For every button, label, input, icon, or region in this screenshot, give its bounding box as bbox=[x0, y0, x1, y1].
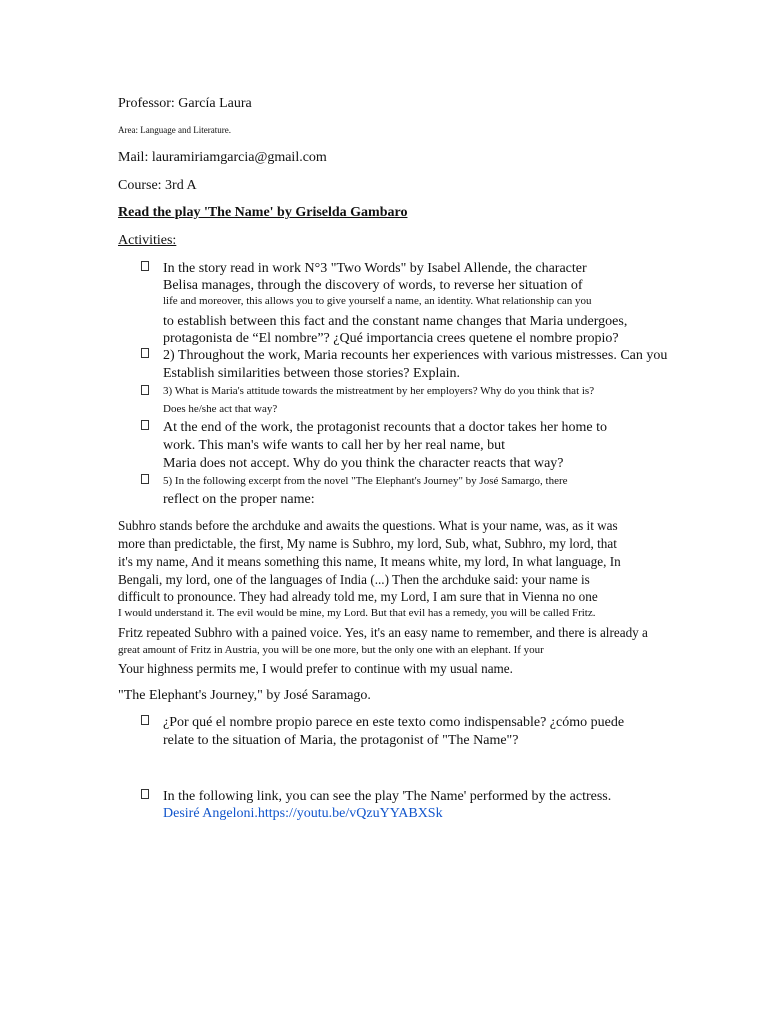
bullet-icon bbox=[141, 385, 149, 395]
mail-line: Mail: lauramiriamgarcia@gmail.com bbox=[118, 150, 327, 165]
professor-line: Professor: García Laura bbox=[118, 96, 252, 111]
page-title bbox=[118, 204, 445, 221]
excerpt-line-7: Fritz repeated Subhro with a pained voice. Yes, it's an easy name to remember, and there is already a bbox=[118, 625, 648, 640]
bullet-icon bbox=[141, 420, 149, 430]
page-title-text: Read the play 'The Name' by Griselda Gambaro bbox=[118, 205, 408, 220]
activity-4-line-1: At the end of the work, the protagonist recounts that a doctor takes her home to bbox=[163, 420, 607, 435]
activity-3-line-2: Does he/she act that way? bbox=[163, 403, 278, 415]
excerpt-line-4: Bengali, my lord, one of the languages of India (...) Then the archduke said: your name is bbox=[118, 572, 590, 587]
excerpt-line-3: it's my name, And it means something this name, It means white, my lord, In what language, In bbox=[118, 554, 621, 569]
bullet-icon bbox=[141, 789, 149, 799]
activity-1-line-3: life and moreover, this allows you to give yourself a name, an identity. What relationship can you bbox=[163, 295, 592, 307]
activity-1-line-1: In the story read in work N°3 "Two Words" by Isabel Allende, the character bbox=[163, 261, 587, 276]
bullet-icon bbox=[141, 715, 149, 725]
activities-label-text: Activities: bbox=[118, 233, 177, 248]
bullet-icon bbox=[141, 348, 149, 358]
activity-4-line-3: Maria does not accept. Why do you think the character reacts that way? bbox=[163, 456, 564, 471]
bullet-icon bbox=[141, 474, 149, 484]
activity-4-line-2: work. This man's wife wants to call her by her real name, but bbox=[163, 438, 506, 453]
question-6-line-1: ¿Por qué el nombre propio parece en este texto como indispensable? ¿cómo puede bbox=[163, 715, 625, 730]
excerpt-line-5: difficult to pronounce. They had already told me, my Lord, I am sure that in Vienna no one bbox=[118, 589, 598, 604]
activity-5-line-2: reflect on the proper name: bbox=[163, 492, 315, 507]
excerpt-line-6: I would understand it. The evil would be mine, my Lord. But that evil has a remedy, you will be called Fritz. bbox=[118, 607, 596, 619]
excerpt-source: "The Elephant's Journey," by José Saramago. bbox=[118, 688, 371, 703]
activity-1-line-4: to establish between this fact and the constant name changes that Maria undergoes, bbox=[163, 314, 628, 329]
youtube-link[interactable]: Desiré Angeloni.https://youtu.be/vQzuYYABXSk bbox=[163, 806, 443, 821]
activity-5-line-1: 5) In the following excerpt from the novel "The Elephant's Journey" by José Samargo, there bbox=[163, 475, 568, 487]
activities-label bbox=[118, 232, 186, 249]
excerpt-line-2: more than predictable, the first, My name is Subhro, my lord, Sub, what, Subhro, my lord, that bbox=[118, 536, 617, 551]
excerpt-line-9: Your highness permits me, I would prefer to continue with my usual name. bbox=[118, 661, 513, 676]
question-6-line-2: relate to the situation of Maria, the protagonist of "The Name"? bbox=[163, 733, 519, 748]
activity-2-line-1: 2) Throughout the work, Maria recounts her experiences with various mistresses. Can you bbox=[163, 348, 668, 363]
link-item-line: In the following link, you can see the play 'The Name' performed by the actress. bbox=[163, 789, 612, 804]
activity-1-line-2: Belisa manages, through the discovery of words, to reverse her situation of bbox=[163, 278, 583, 293]
excerpt-line-1: Subhro stands before the archduke and awaits the questions. What is your name, was, as it was bbox=[118, 518, 618, 533]
activity-1-line-5: protagonista de “El nombre”? ¿Qué importancia crees quetene el nombre propio? bbox=[163, 331, 619, 346]
bullet-icon bbox=[141, 261, 149, 271]
activity-3-line-1: 3) What is Maria's attitude towards the mistreatment by her employers? Why do you think that is? bbox=[163, 385, 595, 397]
area-line: Area: Language and Literature. bbox=[118, 125, 231, 135]
activity-2-line-2: Establish similarities between those stories? Explain. bbox=[163, 366, 461, 381]
excerpt-line-8: great amount of Fritz in Austria, you will be one more, but the only one with an elephant. If your bbox=[118, 644, 544, 656]
course-line: Course: 3rd A bbox=[118, 178, 197, 193]
